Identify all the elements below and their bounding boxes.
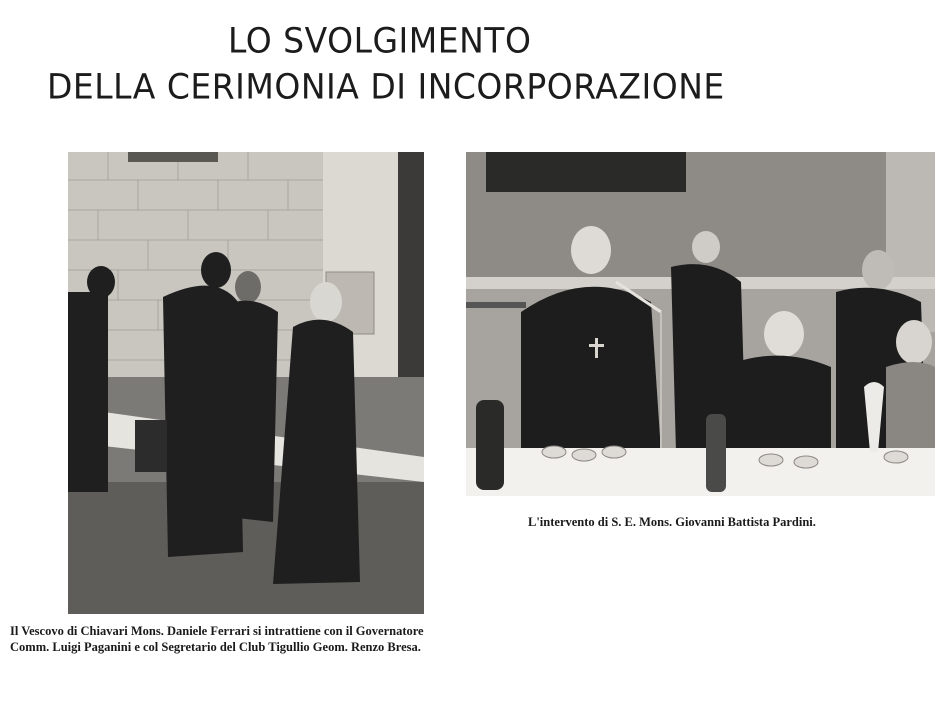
page-title-line-2: DELLA CERIMONIA DI INCORPORAZIONE <box>47 66 725 107</box>
photo-caption-left <box>10 623 424 655</box>
photo-outdoor-meeting <box>68 152 424 614</box>
page-title-line-1: LO SVOLGIMENTO <box>228 20 532 61</box>
photo-banquet-speech <box>466 152 935 496</box>
photo-caption-right: L'intervento di S. E. Mons. Giovanni Battista Pardini. <box>528 515 816 529</box>
photo-caption-left-line-2: Comm. Luigi Paganini e col Segretario del Club Tigullio Geom. Renzo Bresa. <box>10 640 421 654</box>
photo-caption-left-line-1: Il Vescovo di Chiavari Mons. Daniele Ferrari si intrattiene con il Governatore <box>10 624 424 638</box>
